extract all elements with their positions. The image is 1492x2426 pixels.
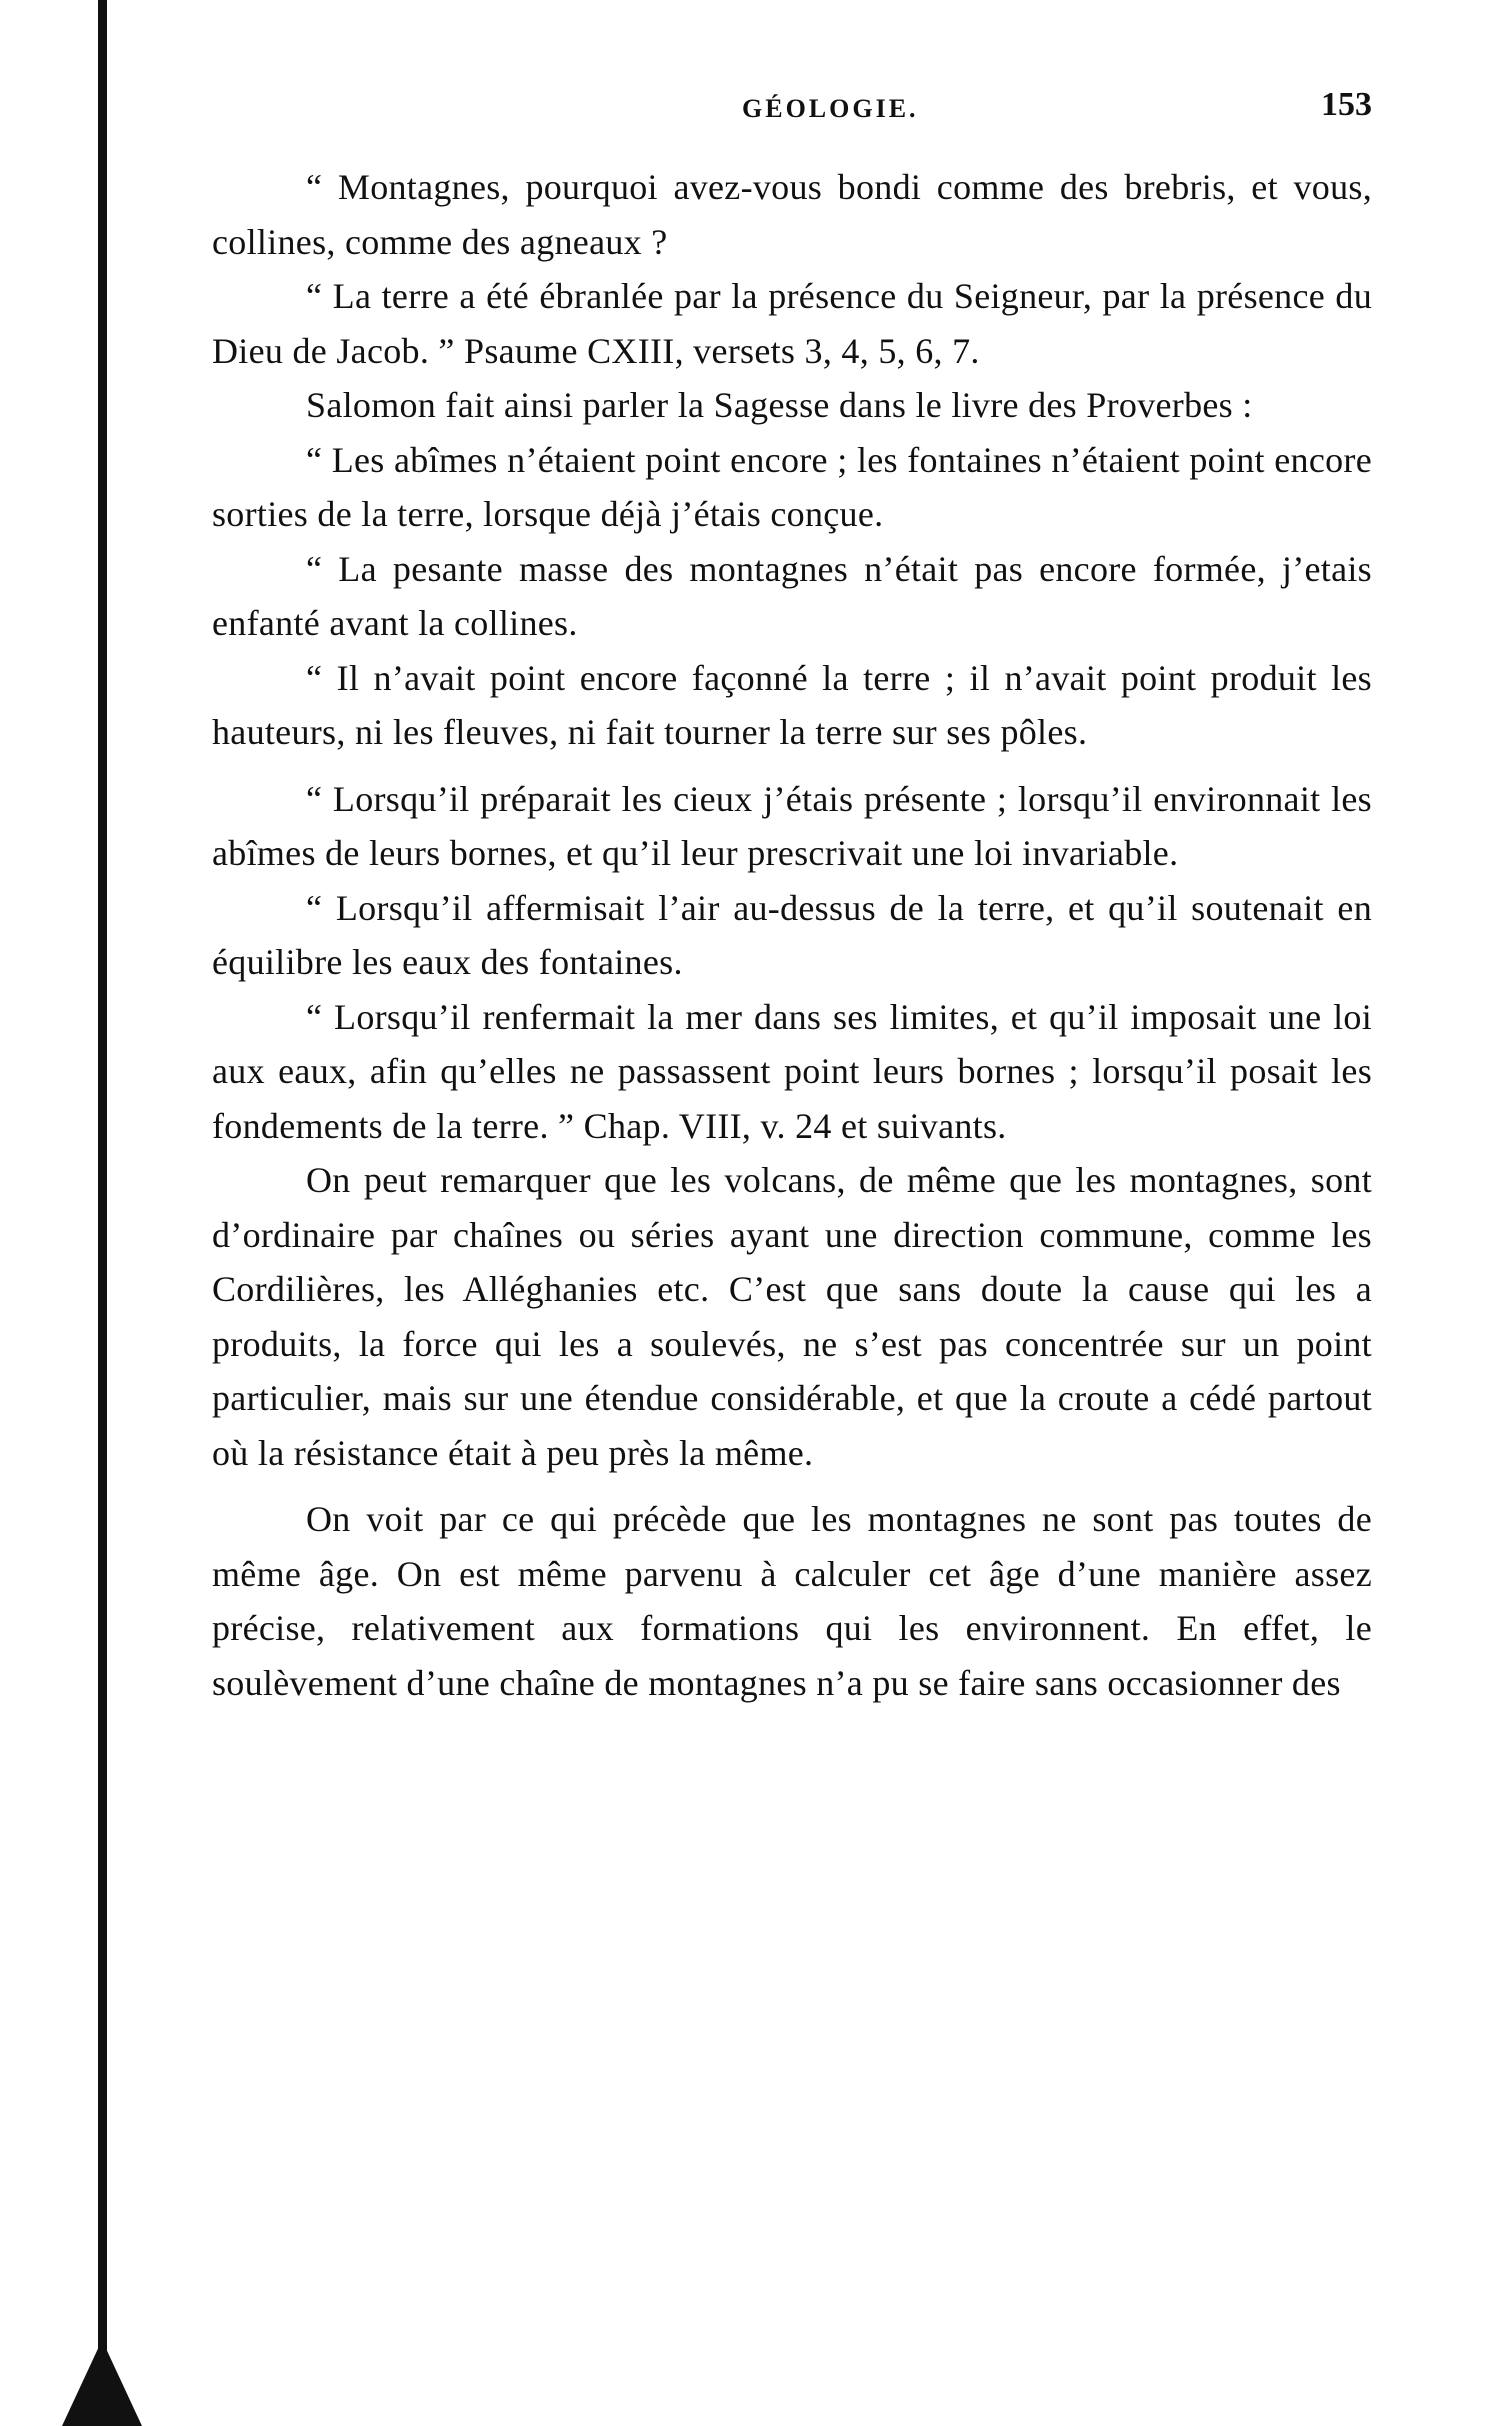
paragraph-age-montagnes: On voit par ce qui précède que les montagnes ne sont pas toutes de même âge. On est même parvenu à calculer cet âge d’une manière assez précise, relativement aux formations qui les environnent. En effet, le soulèvement d’une chaîne de montagnes n’a pu se faire sans occasionner des bbox=[212, 1499, 1372, 1703]
paragraph-proverbs-5: “ Lorsqu’il affermisait l’air au-dessus de la terre, et qu’il soutenait en équilibre les eaux des fontaines. bbox=[212, 887, 1372, 982]
paragraph-salomon-intro: Salomon fait ainsi parler la Sagesse dans le livre des Proverbes : bbox=[306, 385, 1253, 425]
paragraph-volcans: On peut remarquer que les volcans, de même que les montagnes, sont d’ordinaire par chaînes ou séries ayant une direction commune, comme les Cordilières, les Alléghanies etc. C’est que sans doute la cause qui les a produits, la force qui les a soulevés, ne s’est pas concentrée sur un point particulier, mais sur une étendue considérable, et que la croute a cédé partout où la résistance était à peu près la même. bbox=[212, 1160, 1372, 1473]
body-text bbox=[212, 160, 1372, 1710]
page-number: 153 bbox=[1321, 86, 1372, 123]
paragraph-proverbs-3: “ Il n’avait point encore façonné la terre ; il n’avait point produit les hauteurs, ni les fleuves, ni fait tourner la terre sur ses pôles. bbox=[212, 657, 1372, 752]
paragraph-proverbs-4: “ Lorsqu’il préparait les cieux j’étais présente ; lorsqu’il environnait les abîmes de leurs bornes, et qu’il leur prescrivait une loi invariable. bbox=[212, 778, 1372, 873]
binding-edge-line bbox=[98, 0, 107, 2426]
paragraph-proverbs-6: “ Lorsqu’il renfermait la mer dans ses limites, et qu’il imposait une loi aux eaux, afin qu’elles ne passassent point leurs bornes ; lorsqu’il posait les fondements de la terre. ” Chap. VIII, v. 24 et suivants. bbox=[212, 996, 1372, 1146]
page-header bbox=[212, 86, 1372, 130]
paragraph-proverbs-2: “ La pesante masse des montagnes n’était pas encore formée, j’etais enfanté avant la collines. bbox=[212, 548, 1372, 643]
paragraph-proverbs-1: “ Les abîmes n’étaient point encore ; les fontaines n’étaient point encore sorties de la terre, lorsque déjà j’étais conçue. bbox=[212, 439, 1372, 534]
paragraph-psalm-1: “ Montagnes, pourquoi avez-vous bondi comme des brebris, et vous, collines, comme des agneaux ? bbox=[212, 167, 1372, 262]
running-head: GÉOLOGIE. bbox=[742, 94, 919, 123]
paragraph-psalm-2: “ La terre a été ébranlée par la présence du Seigneur, par la présence du Dieu de Jacob. ” Psaume CXIII, versets 3, 4, 5, 6, 7. bbox=[212, 276, 1372, 371]
binding-edge-foot bbox=[62, 2340, 142, 2426]
